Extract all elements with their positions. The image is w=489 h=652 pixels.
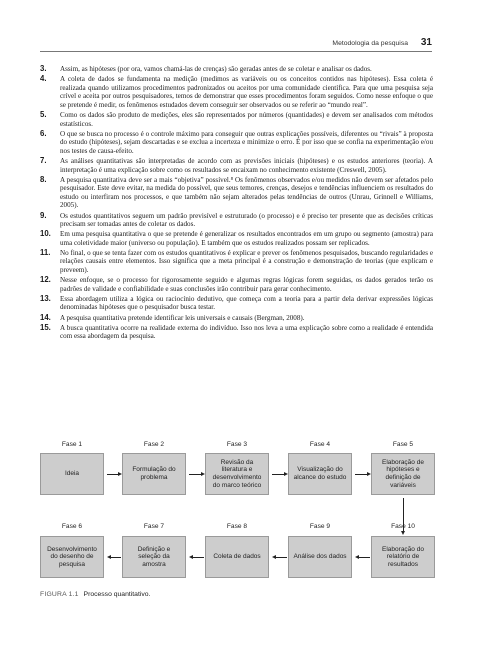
list-item-number: 5. (40, 109, 47, 119)
phase-label: Fase 10 (391, 523, 415, 530)
flow-arrow (403, 498, 404, 531)
list-item-text: Como os dados são produto de medições, eles são representados por números (quantidades) e devem ser analisados com métodos estatísticos. (60, 110, 433, 128)
phase-label: Fase 7 (143, 523, 165, 530)
flow-arrow (111, 557, 121, 558)
list-item-text: Os estudos quantitativos seguem um padrão previsível e estruturado (o processo) e é preciso ter presente que as decisões críticas precisam ser tomadas antes de coletar os dados. (60, 211, 433, 229)
list-item (40, 295, 433, 312)
phase-label: Fase 1 (61, 441, 83, 448)
flow-arrow-head (272, 555, 276, 559)
figure-caption-text: Processo quantitativo. (83, 591, 151, 598)
running-head-title: Metodologia da pesquisa (332, 40, 408, 47)
process-step-box: Formulação do problema (122, 453, 186, 495)
list-item-text: A pesquisa quantitativa pretende identificar leis universais e causais (Bergman, 2008). (60, 313, 305, 322)
list-item (40, 176, 433, 210)
list-item-text: Essa abordagem utiliza a lógica ou raciocínio dedutivo, que começa com a teoria para a partir dela derivar expressões lógicas denominadas hipóteses que o pesquisador busca testar. (60, 294, 433, 312)
list-item-text: A coleta de dados se fundamenta na medição (medimos as variáveis ou os conceitos contidos nas hipóteses). Essa coleta é realizada quando utilizamos procedimentos padronizados ou aceitos por uma comunidade científica. Para que uma pesquisa seja crível e aceita por outros pesquisadores, temos de demonstrar que esses procedimentos foram seguidos. Como nesse enfoque o que se pretende é medir, os fenômenos estudados devem conseguir ser observados ou se referir ao “mundo real”. (60, 75, 433, 109)
process-step-box: Definição e seleção da amostra (122, 536, 186, 578)
running-head (40, 38, 432, 52)
flow-arrow (272, 474, 284, 475)
list-item-text: No final, o que se tenta fazer com os estudos quantitativos é explicar e prever os fenômenos pesquisados, buscando regularidades e relações causais entre elementos. Isso significa que a meta principal é a construção e demonstração de teorias (que explicam e preveem). (60, 248, 433, 275)
list-item-number: 10. (40, 229, 51, 239)
list-item (40, 130, 433, 156)
list-item-number: 12. (40, 275, 51, 285)
process-step-box: Elaboração de hipóteses e definição de variáveis (371, 453, 435, 495)
list-item-number: 9. (40, 210, 47, 220)
flow-arrow-head (107, 555, 111, 559)
list-item-text: Em uma pesquisa quantitativa o que se pretende é generalizar os resultados encontrados em um grupo ou segmento (amostra) para uma coletividade maior (universo ou população). E também que os estudos realizados possam ser replicados. (60, 230, 433, 247)
flow-arrow-head (367, 472, 371, 476)
process-step-box: Ideia (40, 453, 104, 495)
list-item-number: 6. (40, 128, 47, 138)
phase-label: Fase 9 (309, 523, 331, 530)
list-item (40, 276, 433, 293)
list-item-text: As análises quantitativas são interpretadas de acordo com as previsões iniciais (hipóteses) e os estudos anteriores (teoria). A interpretação é uma explicação sobre como os resultados se encaixam no conhecimento existente (Creswell, 2005). (60, 156, 433, 174)
flow-arrow-head (401, 531, 405, 535)
phase-label: Fase 4 (309, 441, 331, 448)
flow-arrow (276, 557, 287, 558)
figure-caption-label: FIGURA 1.1 (40, 591, 79, 598)
list-item-number: 15. (40, 322, 51, 332)
phase-label: Fase 6 (61, 523, 83, 530)
list-item-number: 4. (40, 74, 47, 84)
header-rule (40, 51, 432, 52)
list-item-number: 8. (40, 174, 47, 184)
list-item-number: 3. (40, 64, 47, 73)
list-item-text: O que se busca no processo é o controle máximo para conseguir que outras explicações possíveis, diferentes ou “rivais” à proposta do estudo (hipóteses), sejam descartadas e se exclua a incerteza e minimize o erro. É por isso que se confia na experimentação e/ou nos testes de causa-efeito. (60, 129, 433, 155)
process-step-box: Revisão da literatura e desenvolvimento do marco teórico (205, 453, 269, 495)
list-item-number: 13. (40, 293, 51, 303)
phase-label: Fase 2 (143, 441, 165, 448)
flow-arrow (189, 474, 201, 475)
phase-label: Fase 5 (392, 441, 414, 448)
list-item (40, 230, 433, 247)
list-item (40, 111, 433, 128)
list-item-text: Assim, as hipóteses (por ora, vamos chamá-las de crenças) são geradas antes de se coletar e analisar os dados. (60, 65, 372, 73)
flow-arrow-head (284, 472, 288, 476)
list-item (40, 212, 433, 229)
phase-label: Fase 3 (226, 441, 248, 448)
process-step-box: Análise dos dados (288, 536, 352, 578)
process-step-box: Elaboração do relatório de resultados (371, 536, 435, 578)
list-item-number: 14. (40, 312, 51, 322)
flow-arrow-head (189, 555, 193, 559)
flow-arrow (107, 474, 118, 475)
process-step-box: Desenvolvimento do desenho de pesquisa (40, 536, 104, 578)
figure-caption (40, 591, 150, 598)
list-item (40, 249, 433, 275)
list-item-text: A pesquisa quantitativa deve ser a mais “objetiva” possível.⁸ Os fenômenos observados e/ou medidos não devem ser afetados pelo pesquisador. Este deve evitar, na medida do possível, que seus temores, crenças, desejos e tendências influenciem os resultados do estudo ou interfiram nos processos, e que também não sejam alterados pelas tendências de outros (Unrau, Grinnell e Williams, 2005). (60, 175, 433, 210)
list-item-text: Nesse enfoque, se o processo for rigorosamente seguido e algumas regras lógicas forem seguidas, os dados gerados terão os padrões de validade e confiabilidade e suas conclusões irão contribuir para gerar conhecimento. (60, 276, 433, 293)
process-step-box: Visualização do alcance do estudo (288, 453, 352, 495)
flow-arrow-head (201, 472, 205, 476)
list-item-text: A busca quantitativa ocorre na realidade externa do indivíduo. Isso nos leva a uma explicação sobre como a realidade é entendida com essa abordagem da pesquisa. (60, 323, 433, 341)
process-diagram (40, 441, 436, 589)
phase-label: Fase 8 (226, 523, 248, 530)
flow-arrow (359, 557, 370, 558)
list-item (40, 157, 433, 174)
flow-arrow (355, 474, 367, 475)
list-item-number: 7. (40, 155, 47, 165)
list-item-number: 11. (40, 247, 51, 257)
list-item (40, 314, 433, 323)
list-item (40, 75, 433, 109)
list-item (40, 65, 433, 74)
process-step-box: Coleta de dados (205, 536, 269, 578)
page-number: 31 (420, 37, 432, 48)
flow-arrow (193, 557, 204, 558)
flow-arrow-head (118, 472, 122, 476)
numbered-list (40, 65, 433, 342)
list-item (40, 324, 433, 341)
flow-arrow-head (355, 555, 359, 559)
